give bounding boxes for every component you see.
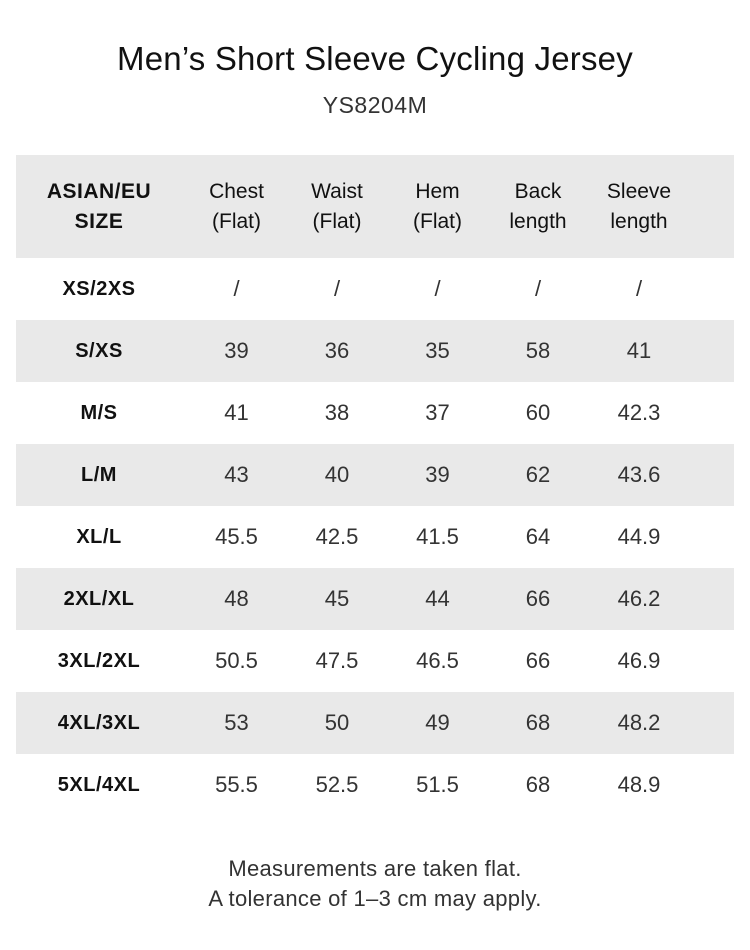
table-row [16, 444, 734, 506]
hem-cell: 39 [425, 462, 450, 487]
chest-cell: 55.5 [215, 772, 258, 797]
waist-cell: 47.5 [315, 648, 359, 673]
back-length-cell: 66 [525, 586, 551, 611]
back-length-cell: 68 [525, 710, 551, 735]
table-row [16, 258, 734, 320]
hem-cell: 41.5 [416, 524, 459, 549]
size-cell: XL/L [76, 525, 122, 548]
header-back-length: Back length [509, 179, 567, 233]
hem-cell: / [434, 276, 441, 301]
sleeve-length-cell: 46.2 [617, 586, 661, 611]
waist-cell: 38 [324, 400, 350, 425]
chest-cell: 43 [224, 462, 249, 487]
table-row [16, 692, 734, 754]
hem-cell: 49 [425, 710, 450, 735]
back-length-cell: 58 [525, 338, 551, 363]
waist-cell: / [333, 276, 341, 301]
header-sleeve-length: Sleeve length [606, 179, 672, 233]
table-header-row [16, 155, 734, 258]
size-cell: M/S [80, 401, 118, 424]
waist-cell: 45 [324, 586, 350, 611]
measurement-note: Measurements are taken flat. [228, 856, 522, 881]
back-length-cell: 64 [525, 524, 551, 549]
chest-cell: 39 [224, 338, 249, 363]
size-chart-table [16, 155, 734, 816]
sleeve-length-cell: 42.3 [617, 400, 661, 425]
sleeve-length-cell: 46.9 [617, 648, 661, 673]
back-length-cell: 68 [525, 772, 551, 797]
size-cell: XS/2XS [62, 277, 136, 300]
waist-cell: 52.5 [315, 772, 359, 797]
back-length-cell: / [534, 276, 542, 301]
chest-cell: 50.5 [215, 648, 258, 673]
size-cell: 4XL/3XL [57, 711, 141, 734]
page-title: Men’s Short Sleeve Cycling Jersey [117, 40, 633, 77]
tolerance-note: A tolerance of 1–3 cm may apply. [208, 886, 542, 911]
size-cell: 5XL/4XL [57, 773, 141, 796]
hem-cell: 35 [425, 338, 450, 363]
header-chest: Chest (Flat) [209, 179, 264, 233]
size-cell: L/M [81, 463, 117, 486]
size-cell: 2XL/XL [63, 587, 135, 610]
table-row [16, 568, 734, 630]
hem-cell: 37 [425, 400, 450, 425]
hem-cell: 44 [425, 586, 450, 611]
chest-cell: 41 [224, 400, 249, 425]
header-waist: Waist (Flat) [311, 179, 363, 233]
back-length-cell: 62 [525, 462, 551, 487]
sleeve-length-cell: 48.9 [617, 772, 661, 797]
header-size: ASIAN/EU SIZE [46, 179, 152, 233]
sleeve-length-cell: 48.2 [617, 710, 661, 735]
table-row [16, 320, 734, 382]
table-row [16, 630, 734, 692]
sleeve-length-cell: / [635, 276, 643, 301]
sleeve-length-cell: 41 [626, 338, 652, 363]
header-hem: Hem (Flat) [413, 179, 462, 233]
hem-cell: 51.5 [416, 772, 459, 797]
size-cell: S/XS [75, 339, 123, 362]
back-length-cell: 66 [525, 648, 551, 673]
waist-cell: 40 [324, 462, 350, 487]
chest-cell: 45.5 [215, 524, 258, 549]
waist-cell: 50 [324, 710, 350, 735]
chest-cell: / [233, 276, 240, 301]
waist-cell: 42.5 [315, 524, 359, 549]
table-row [16, 382, 734, 444]
waist-cell: 36 [324, 338, 350, 363]
chest-cell: 48 [224, 586, 249, 611]
sleeve-length-cell: 43.6 [617, 462, 661, 487]
table-row [16, 506, 734, 568]
chest-cell: 53 [224, 710, 249, 735]
sleeve-length-cell: 44.9 [617, 524, 661, 549]
table-row [16, 754, 734, 816]
hem-cell: 46.5 [416, 648, 459, 673]
product-code: YS8204M [322, 92, 428, 118]
size-cell: 3XL/2XL [57, 649, 141, 672]
back-length-cell: 60 [525, 400, 551, 425]
